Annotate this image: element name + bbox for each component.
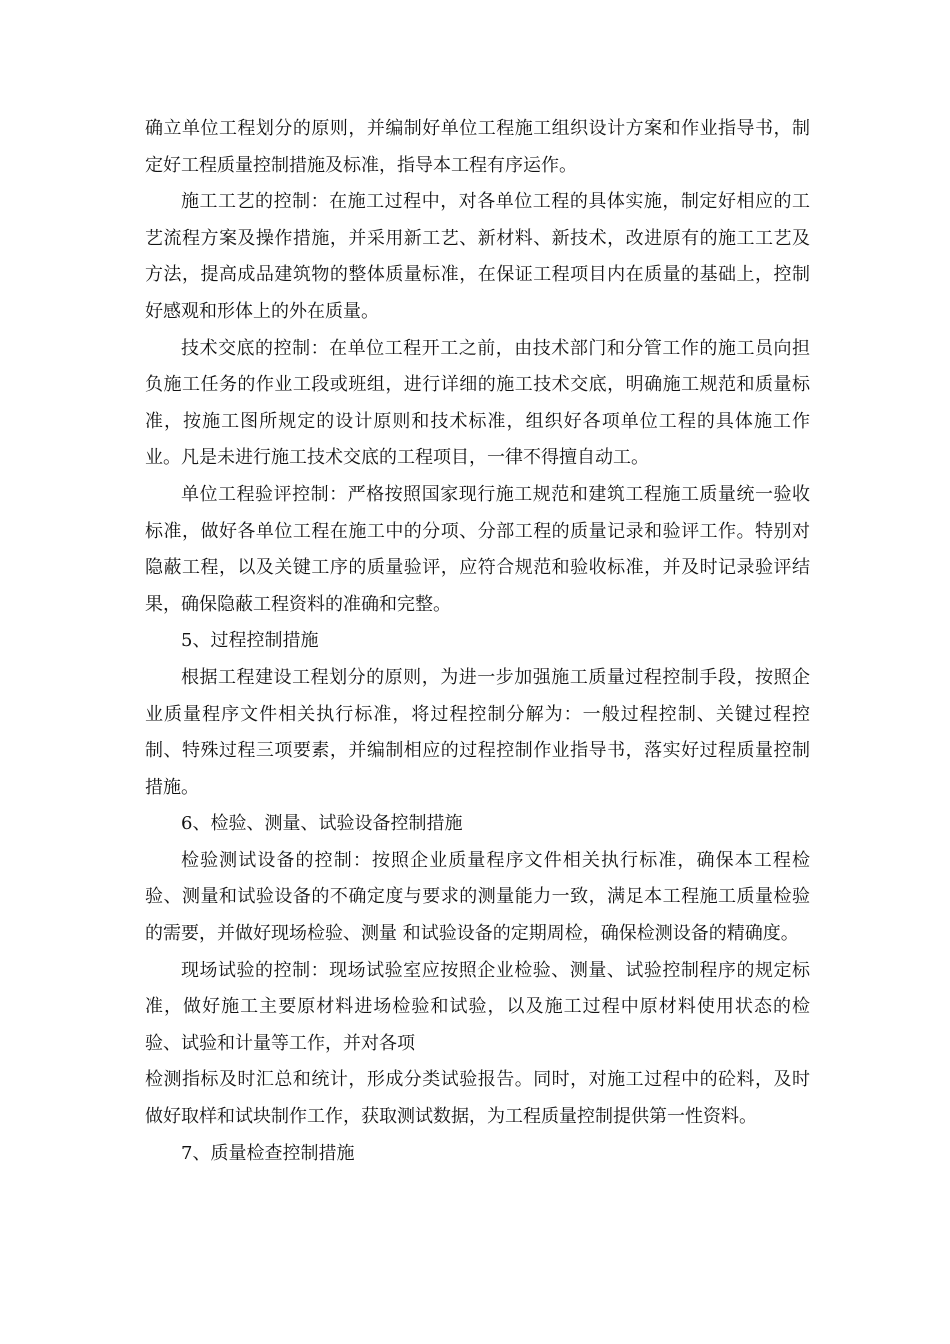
paragraph-technical-briefing-control: 技术交底的控制：在单位工程开工之前，由技术部门和分管工作的施工员向担负施工任务的作业工段或班组，进行详细的施工技术交底，明确施工规范和质量标准，按施工图所规定的设计原则和技术标准，组织好各项单位工程的具体施工作业。凡是未进行施工技术交底的工程项目，一律不得擅自动工。 [145, 337, 810, 469]
section-heading-7: 7、质量检查控制措施 [181, 1142, 355, 1164]
section-heading-6: 6、检验、测量、试验设备控制措施 [181, 813, 463, 835]
paragraph-unit-division: 确立单位工程划分的原则，并编制好单位工程施工组织设计方案和作业指导书，制定好工程质量控制措施及标准，指导本工程有序运作。 [145, 118, 810, 176]
paragraph-process-control-measures: 根据工程建设工程划分的原则，为进一步加强施工质量过程控制手段，按照企业质量程序文件相关执行标准，将过程控制分解为：一般过程控制、关键过程控制、特殊过程三项要素，并编制相应的过程控制作业指导书，落实好过程质量控制措施。 [145, 666, 810, 798]
paragraph-site-test-control: 现场试验的控制：现场试验室应按照企业检验、测量、试验控制程序的规定标准，做好施工主要原材料进场检验和试验，以及施工过程中原材料使用状态的检验、试验和计量等工作，并对各项 [145, 959, 810, 1054]
document-body [145, 111, 810, 1172]
paragraph-construction-process-control: 施工工艺的控制：在施工过程中，对各单位工程的具体实施，制定好相应的工艺流程方案及操作措施，并采用新工艺、新材料、新技术，改进原有的施工工艺及方法，提高成品建筑物的整体质量标准，在保证工程项目内在质量的基础上，控制好感观和形体上的外在质量。 [145, 191, 810, 322]
paragraph-test-equipment-control: 检验测试设备的控制：按照企业质量程序文件相关执行标准，确保本工程检验、测量和试验设备的不确定度与要求的测量能力一致，满足本工程施工质量检验的需要，并做好现场检验、测量 和试验设备的定期周检，确保检测设备的精确度。 [145, 849, 810, 945]
paragraph-test-data-summary: 检测指标及时汇总和统计，形成分类试验报告。同时，对施工过程中的砼料，及时做好取样和试块制作工作，获取测试数据，为工程质量控制提供第一性资料。 [145, 1069, 810, 1128]
paragraph-unit-evaluation-control: 单位工程验评控制：严格按照国家现行施工规范和建筑工程施工质量统一验收标准，做好各单位工程在施工中的分项、分部工程的质量记录和验评工作。特别对隐蔽工程，以及关键工序的质量验评，应符合规范和验收标准，并及时记录验评结果，确保隐蔽工程资料的准确和完整。 [145, 483, 810, 615]
section-heading-5: 5、过程控制措施 [181, 630, 319, 652]
